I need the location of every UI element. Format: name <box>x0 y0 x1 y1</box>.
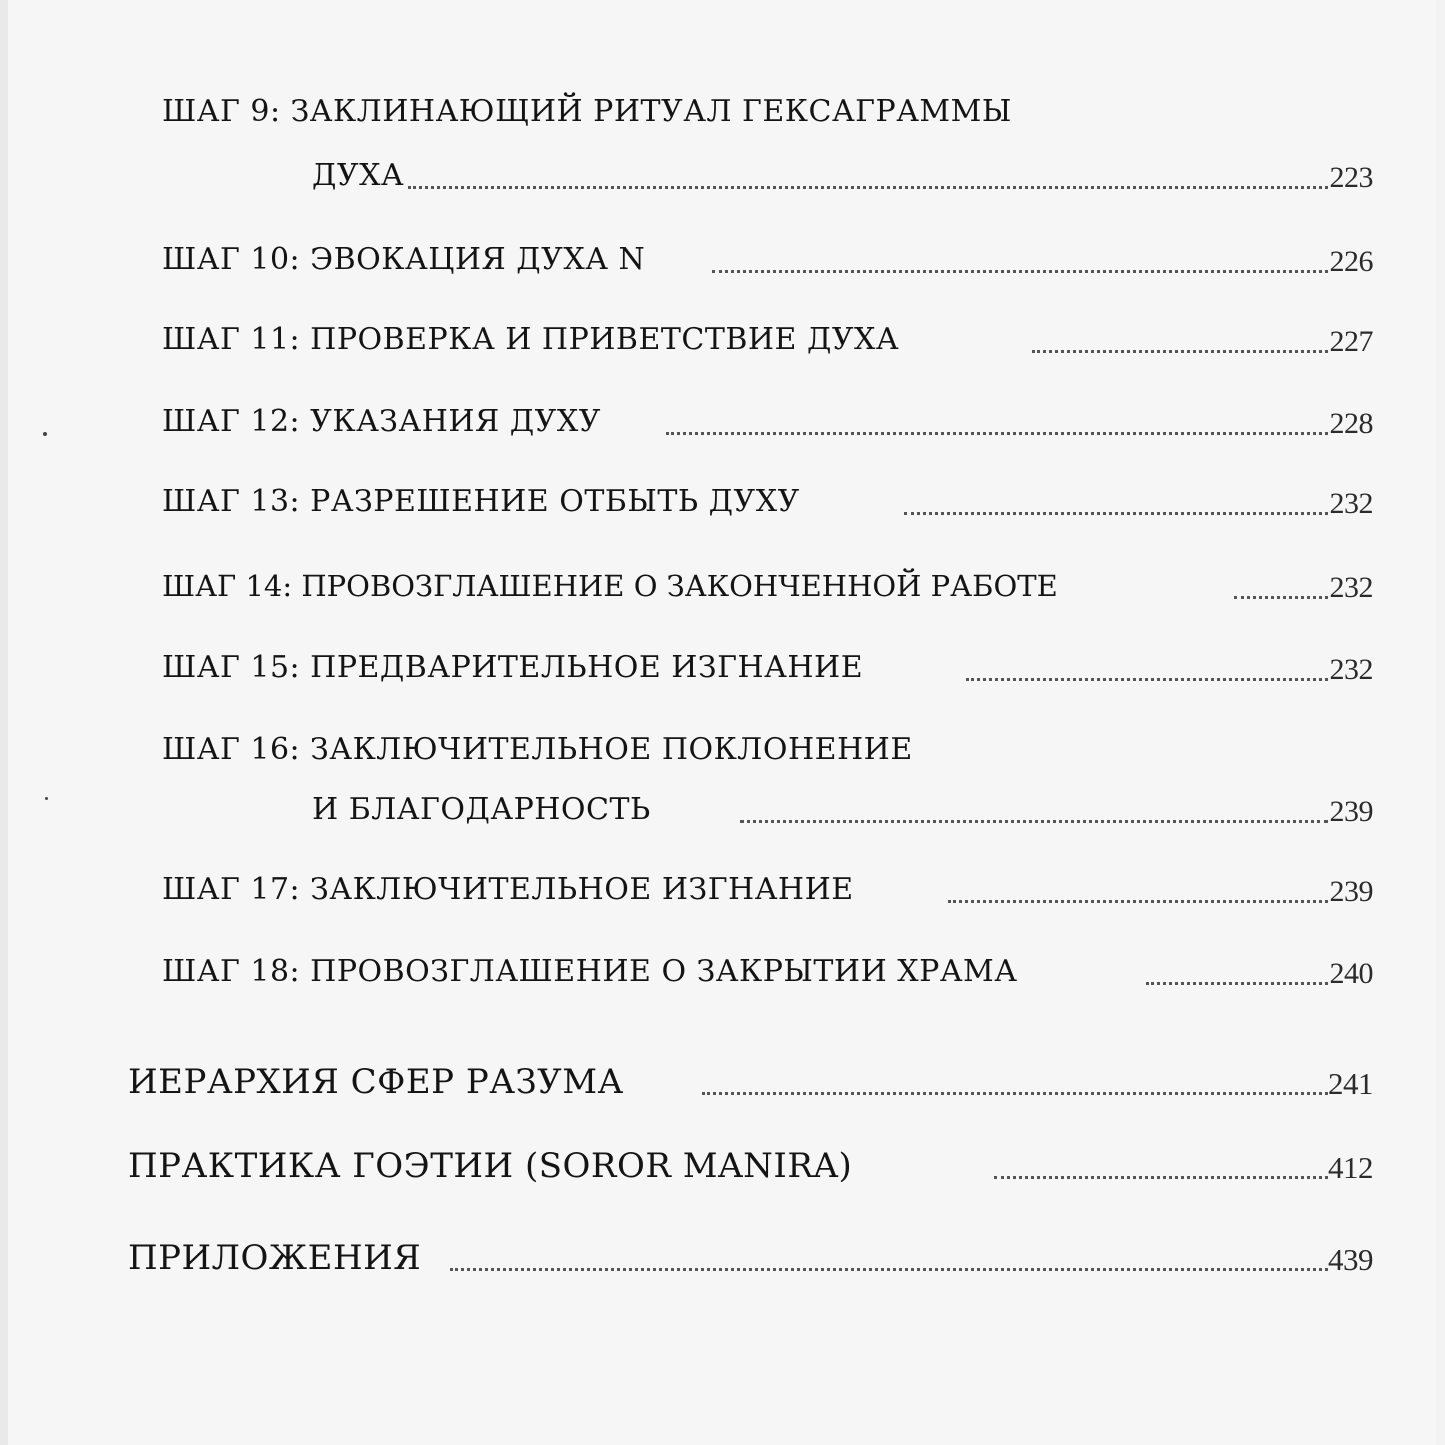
dot-leader <box>966 678 1328 681</box>
toc-entry-step-9-line2[interactable] <box>0 156 1445 196</box>
dot-leader <box>702 1092 1328 1095</box>
toc-entry-step-15[interactable] <box>0 648 1445 688</box>
toc-entry-title: ШАГ 11: ПРОВЕРКА И ПРИВЕТСТВИЕ ДУХА <box>162 322 900 357</box>
toc-entry-step-16-line1[interactable] <box>0 730 1445 770</box>
toc-entry-title: ПРИЛОЖЕНИЯ <box>128 1238 422 1278</box>
toc-entry-step-9-line1[interactable] <box>0 92 1445 132</box>
toc-entry-title: ШАГ 17: ЗАКЛЮЧИТЕЛЬНОЕ ИЗГНАНИЕ <box>162 872 854 907</box>
ink-speck <box>43 432 47 436</box>
toc-entry-title: ШАГ 18: ПРОВОЗГЛАШЕНИЕ О ЗАКРЫТИИ ХРАМА <box>162 954 1018 989</box>
dot-leader <box>948 900 1328 903</box>
toc-entry-step-11[interactable] <box>0 320 1445 360</box>
toc-page-number: 226 <box>1329 245 1373 278</box>
dot-leader <box>408 186 1328 189</box>
toc-entry-title: ШАГ 16: ЗАКЛЮЧИТЕЛЬНОЕ ПОКЛОНЕНИЕ <box>162 732 913 767</box>
toc-entry-title: ШАГ 13: РАЗРЕШЕНИЕ ОТБЫТЬ ДУХУ <box>162 484 800 519</box>
toc-entry-title: ПРАКТИКА ГОЭТИИ (SOROR MANIRA) <box>128 1146 853 1186</box>
toc-page-number: 241 <box>1328 1066 1373 1101</box>
toc-entry-title-continued: И БЛАГОДАРНОСТЬ <box>312 792 651 827</box>
toc-entry-hierarchy[interactable] <box>0 1062 1445 1102</box>
dot-leader <box>1032 350 1328 353</box>
toc-entry-step-17[interactable] <box>0 870 1445 910</box>
dot-leader <box>740 820 1328 823</box>
dot-leader <box>666 432 1328 435</box>
toc-entry-step-14[interactable] <box>0 566 1445 606</box>
toc-entry-title: ШАГ 14: ПРОВОЗГЛАШЕНИЕ О ЗАКОНЧЕННОЙ РАБОТЕ <box>162 569 1058 603</box>
toc-entry-step-13[interactable] <box>0 482 1445 522</box>
toc-entry-title-continued: ДУХА <box>312 158 405 193</box>
toc-entry-step-18[interactable] <box>0 952 1445 992</box>
dot-leader <box>712 270 1328 273</box>
toc-entry-title: ШАГ 15: ПРЕДВАРИТЕЛЬНОЕ ИЗГНАНИЕ <box>162 650 864 685</box>
toc-entry-title: ШАГ 12: УКАЗАНИЯ ДУХУ <box>162 404 601 439</box>
toc-page-number: 232 <box>1329 487 1373 520</box>
dot-leader <box>1146 982 1328 985</box>
toc-entry-title: ШАГ 9: ЗАКЛИНАЮЩИЙ РИТУАЛ ГЕКСАГРАММЫ <box>162 94 1012 129</box>
toc-page-number: 227 <box>1329 325 1373 358</box>
toc-page-number: 239 <box>1329 795 1373 828</box>
toc-page-number: 240 <box>1329 957 1373 990</box>
toc-page-number: 232 <box>1329 571 1373 604</box>
toc-entry-step-16-line2[interactable] <box>0 790 1445 830</box>
toc-entry-title: ИЕРАРХИЯ СФЕР РАЗУМА <box>128 1062 624 1102</box>
ink-speck <box>45 797 48 800</box>
toc-page-number: 232 <box>1329 653 1373 686</box>
toc-page-number: 223 <box>1329 161 1373 194</box>
toc-entry-title: ШАГ 10: ЭВОКАЦИЯ ДУХА N <box>162 242 646 277</box>
toc-page-number: 439 <box>1328 1242 1373 1277</box>
toc-page-number: 228 <box>1329 407 1373 440</box>
dot-leader <box>904 512 1328 515</box>
toc-page-number: 239 <box>1329 875 1373 908</box>
dot-leader <box>450 1268 1328 1271</box>
toc-entry-goetia-practice[interactable] <box>0 1146 1445 1186</box>
toc-entry-appendices[interactable] <box>0 1238 1445 1278</box>
dot-leader <box>994 1176 1328 1179</box>
toc-entry-step-10[interactable] <box>0 240 1445 280</box>
toc-page-number: 412 <box>1328 1150 1373 1185</box>
toc-entry-step-12[interactable] <box>0 402 1445 442</box>
